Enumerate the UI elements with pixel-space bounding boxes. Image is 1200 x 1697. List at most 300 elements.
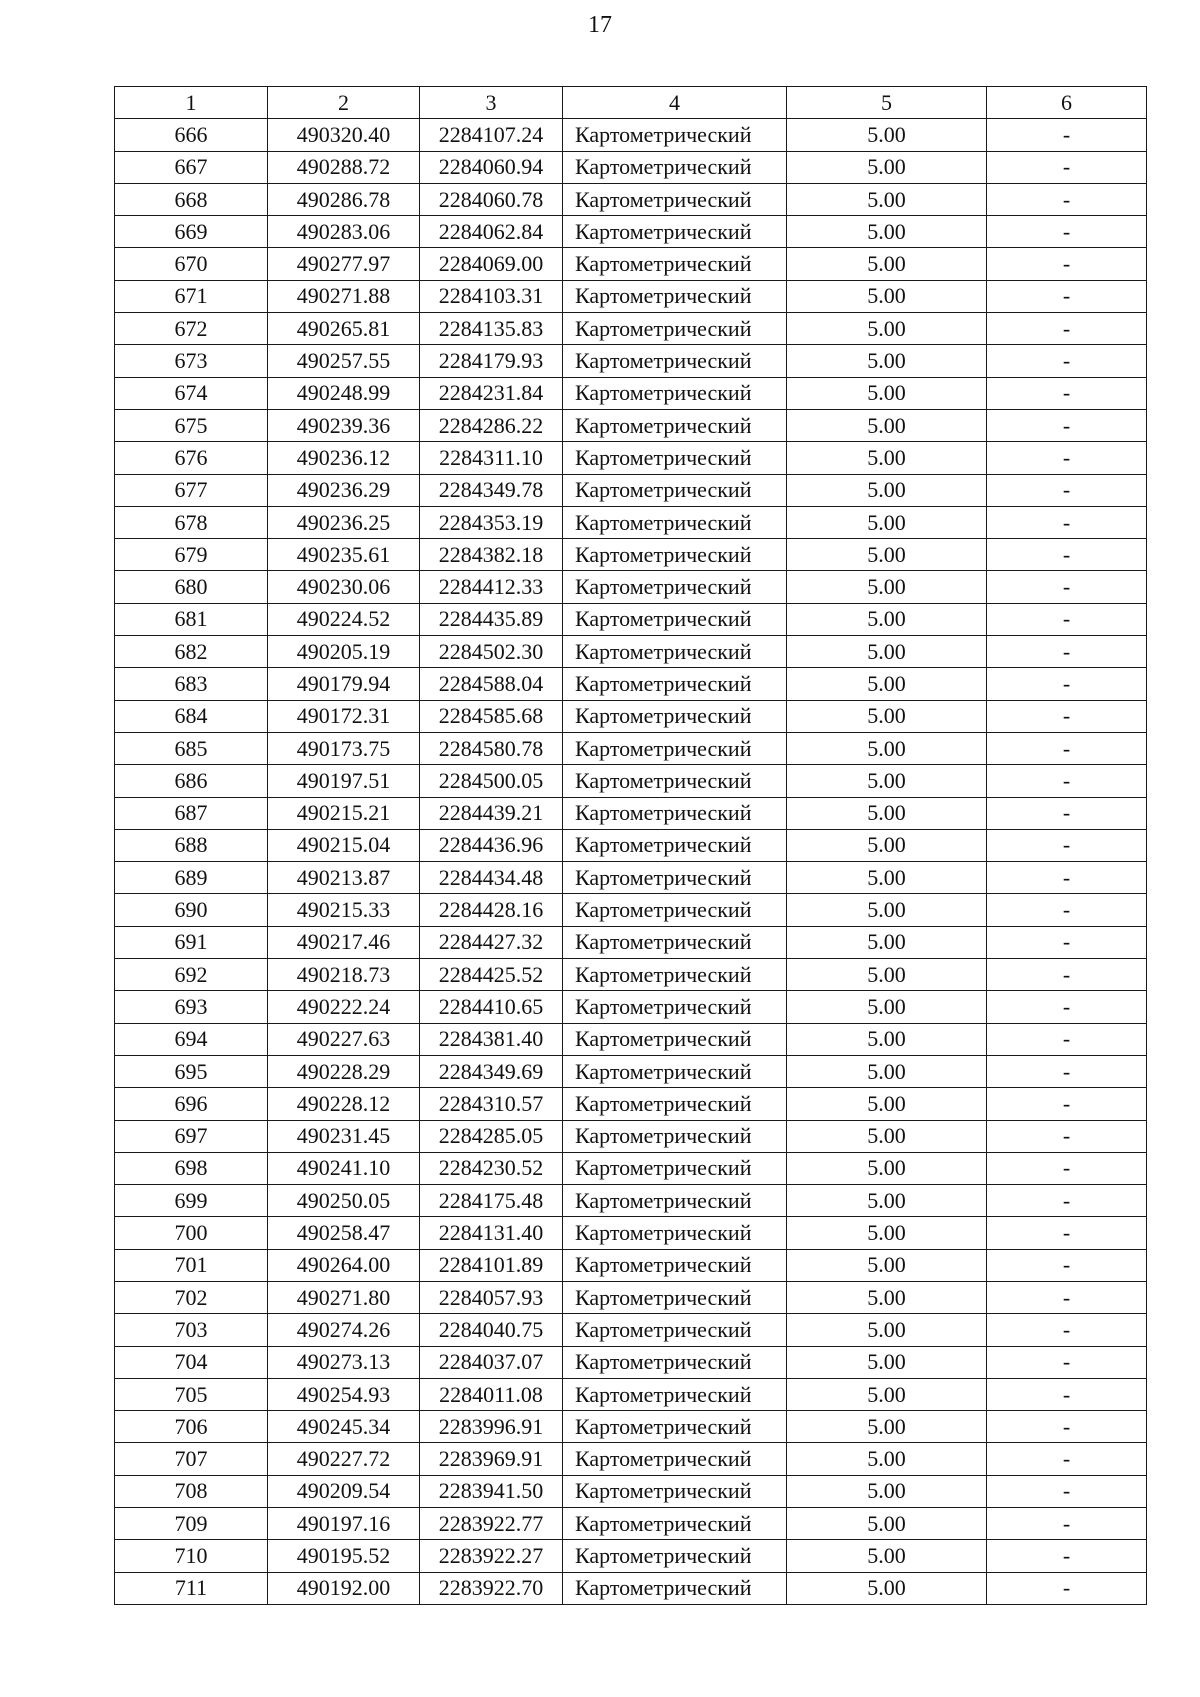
y-coordinate-cell: 2284040.75 (420, 1314, 563, 1346)
point-number-cell: 677 (115, 474, 268, 506)
method-cell: Картометрический (563, 280, 787, 312)
y-coordinate-cell: 2284175.48 (420, 1185, 563, 1217)
accuracy-cell: 5.00 (787, 700, 987, 732)
table-row (115, 571, 1147, 603)
note-cell: - (987, 829, 1147, 861)
note-cell: - (987, 377, 1147, 409)
note-cell: - (987, 700, 1147, 732)
x-coordinate-cell: 490250.05 (268, 1185, 420, 1217)
method-cell: Картометрический (563, 894, 787, 926)
x-coordinate-cell: 490320.40 (268, 119, 420, 151)
note-cell: - (987, 1540, 1147, 1572)
table-row (115, 409, 1147, 441)
table-row (115, 1346, 1147, 1378)
note-cell: - (987, 151, 1147, 183)
note-cell: - (987, 1023, 1147, 1055)
table-row (115, 1378, 1147, 1410)
table-row (115, 926, 1147, 958)
y-coordinate-cell: 2284103.31 (420, 280, 563, 312)
method-cell: Картометрический (563, 377, 787, 409)
x-coordinate-cell: 490173.75 (268, 732, 420, 764)
point-number-cell: 709 (115, 1508, 268, 1540)
point-number-cell: 667 (115, 151, 268, 183)
table-row (115, 151, 1147, 183)
accuracy-cell: 5.00 (787, 1572, 987, 1604)
x-coordinate-cell: 490215.04 (268, 829, 420, 861)
note-cell: - (987, 603, 1147, 635)
point-number-cell: 702 (115, 1281, 268, 1313)
y-coordinate-cell: 2284349.78 (420, 474, 563, 506)
note-cell: - (987, 442, 1147, 474)
point-number-cell: 700 (115, 1217, 268, 1249)
y-coordinate-cell: 2284436.96 (420, 829, 563, 861)
y-coordinate-cell: 2284311.10 (420, 442, 563, 474)
note-cell: - (987, 248, 1147, 280)
accuracy-cell: 5.00 (787, 539, 987, 571)
header-row (115, 87, 1147, 119)
accuracy-cell: 5.00 (787, 603, 987, 635)
x-coordinate-cell: 490209.54 (268, 1475, 420, 1507)
table-row (115, 1152, 1147, 1184)
y-coordinate-cell: 2284585.68 (420, 700, 563, 732)
x-coordinate-cell: 490228.29 (268, 1055, 420, 1087)
x-coordinate-cell: 490273.13 (268, 1346, 420, 1378)
x-coordinate-cell: 490215.33 (268, 894, 420, 926)
point-number-cell: 680 (115, 571, 268, 603)
note-cell: - (987, 1378, 1147, 1410)
method-cell: Картометрический (563, 216, 787, 248)
method-cell: Картометрический (563, 1281, 787, 1313)
accuracy-cell: 5.00 (787, 894, 987, 926)
note-cell: - (987, 1475, 1147, 1507)
y-coordinate-cell: 2284131.40 (420, 1217, 563, 1249)
note-cell: - (987, 1088, 1147, 1120)
method-cell: Картометрический (563, 1508, 787, 1540)
point-number-cell: 710 (115, 1540, 268, 1572)
y-coordinate-cell: 2284037.07 (420, 1346, 563, 1378)
point-number-cell: 687 (115, 797, 268, 829)
method-cell: Картометрический (563, 183, 787, 215)
point-number-cell: 678 (115, 506, 268, 538)
method-cell: Картометрический (563, 700, 787, 732)
note-cell: - (987, 216, 1147, 248)
table-row (115, 1185, 1147, 1217)
point-number-cell: 704 (115, 1346, 268, 1378)
column-header-5: 5 (787, 87, 987, 119)
x-coordinate-cell: 490172.31 (268, 700, 420, 732)
note-cell: - (987, 797, 1147, 829)
accuracy-cell: 5.00 (787, 183, 987, 215)
method-cell: Картометрический (563, 1314, 787, 1346)
y-coordinate-cell: 2284230.52 (420, 1152, 563, 1184)
note-cell: - (987, 183, 1147, 215)
note-cell: - (987, 571, 1147, 603)
table-row (115, 377, 1147, 409)
x-coordinate-cell: 490228.12 (268, 1088, 420, 1120)
y-coordinate-cell: 2284285.05 (420, 1120, 563, 1152)
table-row (115, 506, 1147, 538)
y-coordinate-cell: 2284434.48 (420, 862, 563, 894)
note-cell: - (987, 1411, 1147, 1443)
note-cell: - (987, 313, 1147, 345)
note-cell: - (987, 1217, 1147, 1249)
table-row (115, 603, 1147, 635)
y-coordinate-cell: 2283941.50 (420, 1475, 563, 1507)
y-coordinate-cell: 2284428.16 (420, 894, 563, 926)
point-number-cell: 669 (115, 216, 268, 248)
table-row (115, 1411, 1147, 1443)
method-cell: Картометрический (563, 474, 787, 506)
x-coordinate-cell: 490286.78 (268, 183, 420, 215)
method-cell: Картометрический (563, 409, 787, 441)
note-cell: - (987, 668, 1147, 700)
note-cell: - (987, 1281, 1147, 1313)
point-number-cell: 696 (115, 1088, 268, 1120)
method-cell: Картометрический (563, 668, 787, 700)
x-coordinate-cell: 490245.34 (268, 1411, 420, 1443)
accuracy-cell: 5.00 (787, 959, 987, 991)
table-row (115, 894, 1147, 926)
note-cell: - (987, 1346, 1147, 1378)
point-number-cell: 676 (115, 442, 268, 474)
note-cell: - (987, 474, 1147, 506)
method-cell: Картометрический (563, 636, 787, 668)
point-number-cell: 681 (115, 603, 268, 635)
accuracy-cell: 5.00 (787, 926, 987, 958)
note-cell: - (987, 732, 1147, 764)
point-number-cell: 675 (115, 409, 268, 441)
point-number-cell: 705 (115, 1378, 268, 1410)
y-coordinate-cell: 2284502.30 (420, 636, 563, 668)
table-row (115, 183, 1147, 215)
point-number-cell: 695 (115, 1055, 268, 1087)
table-row (115, 1540, 1147, 1572)
point-number-cell: 668 (115, 183, 268, 215)
method-cell: Картометрический (563, 603, 787, 635)
table-row (115, 1088, 1147, 1120)
point-number-cell: 674 (115, 377, 268, 409)
x-coordinate-cell: 490239.36 (268, 409, 420, 441)
x-coordinate-cell: 490236.25 (268, 506, 420, 538)
x-coordinate-cell: 490265.81 (268, 313, 420, 345)
accuracy-cell: 5.00 (787, 1281, 987, 1313)
table-row (115, 119, 1147, 151)
point-number-cell: 701 (115, 1249, 268, 1281)
accuracy-cell: 5.00 (787, 216, 987, 248)
y-coordinate-cell: 2284349.69 (420, 1055, 563, 1087)
x-coordinate-cell: 490205.19 (268, 636, 420, 668)
method-cell: Картометрический (563, 1088, 787, 1120)
accuracy-cell: 5.00 (787, 1055, 987, 1087)
y-coordinate-cell: 2283969.91 (420, 1443, 563, 1475)
method-cell: Картометрический (563, 571, 787, 603)
x-coordinate-cell: 490231.45 (268, 1120, 420, 1152)
y-coordinate-cell: 2284011.08 (420, 1378, 563, 1410)
y-coordinate-cell: 2284500.05 (420, 765, 563, 797)
method-cell: Картометрический (563, 1540, 787, 1572)
y-coordinate-cell: 2284435.89 (420, 603, 563, 635)
y-coordinate-cell: 2284382.18 (420, 539, 563, 571)
accuracy-cell: 5.00 (787, 1475, 987, 1507)
table-row (115, 1572, 1147, 1604)
x-coordinate-cell: 490254.93 (268, 1378, 420, 1410)
y-coordinate-cell: 2284580.78 (420, 732, 563, 764)
table-row (115, 1443, 1147, 1475)
table-row (115, 313, 1147, 345)
accuracy-cell: 5.00 (787, 829, 987, 861)
y-coordinate-cell: 2284588.04 (420, 668, 563, 700)
accuracy-cell: 5.00 (787, 1346, 987, 1378)
accuracy-cell: 5.00 (787, 668, 987, 700)
accuracy-cell: 5.00 (787, 474, 987, 506)
x-coordinate-cell: 490257.55 (268, 345, 420, 377)
table-row (115, 668, 1147, 700)
method-cell: Картометрический (563, 1249, 787, 1281)
y-coordinate-cell: 2283922.27 (420, 1540, 563, 1572)
accuracy-cell: 5.00 (787, 442, 987, 474)
column-header-2: 2 (268, 87, 420, 119)
method-cell: Картометрический (563, 1217, 787, 1249)
table-row (115, 442, 1147, 474)
note-cell: - (987, 409, 1147, 441)
method-cell: Картометрический (563, 1378, 787, 1410)
accuracy-cell: 5.00 (787, 1314, 987, 1346)
coordinates-table (114, 86, 1147, 1605)
x-coordinate-cell: 490236.12 (268, 442, 420, 474)
method-cell: Картометрический (563, 1023, 787, 1055)
note-cell: - (987, 1185, 1147, 1217)
y-coordinate-cell: 2284069.00 (420, 248, 563, 280)
point-number-cell: 682 (115, 636, 268, 668)
note-cell: - (987, 1249, 1147, 1281)
point-number-cell: 673 (115, 345, 268, 377)
x-coordinate-cell: 490274.26 (268, 1314, 420, 1346)
accuracy-cell: 5.00 (787, 119, 987, 151)
method-cell: Картометрический (563, 926, 787, 958)
y-coordinate-cell: 2284107.24 (420, 119, 563, 151)
point-number-cell: 679 (115, 539, 268, 571)
x-coordinate-cell: 490235.61 (268, 539, 420, 571)
method-cell: Картометрический (563, 151, 787, 183)
table-body (115, 119, 1147, 1605)
accuracy-cell: 5.00 (787, 248, 987, 280)
table-row (115, 216, 1147, 248)
accuracy-cell: 5.00 (787, 151, 987, 183)
note-cell: - (987, 991, 1147, 1023)
x-coordinate-cell: 490222.24 (268, 991, 420, 1023)
note-cell: - (987, 636, 1147, 668)
point-number-cell: 688 (115, 829, 268, 861)
x-coordinate-cell: 490218.73 (268, 959, 420, 991)
table-row (115, 1055, 1147, 1087)
note-cell: - (987, 1055, 1147, 1087)
y-coordinate-cell: 2284286.22 (420, 409, 563, 441)
point-number-cell: 697 (115, 1120, 268, 1152)
accuracy-cell: 5.00 (787, 377, 987, 409)
y-coordinate-cell: 2284381.40 (420, 1023, 563, 1055)
note-cell: - (987, 1508, 1147, 1540)
table-row (115, 959, 1147, 991)
x-coordinate-cell: 490192.00 (268, 1572, 420, 1604)
y-coordinate-cell: 2283922.70 (420, 1572, 563, 1604)
accuracy-cell: 5.00 (787, 313, 987, 345)
note-cell: - (987, 506, 1147, 538)
table-row (115, 829, 1147, 861)
table-header (115, 87, 1147, 119)
y-coordinate-cell: 2284310.57 (420, 1088, 563, 1120)
x-coordinate-cell: 490236.29 (268, 474, 420, 506)
accuracy-cell: 5.00 (787, 571, 987, 603)
y-coordinate-cell: 2284179.93 (420, 345, 563, 377)
accuracy-cell: 5.00 (787, 765, 987, 797)
table-row (115, 1249, 1147, 1281)
method-cell: Картометрический (563, 829, 787, 861)
x-coordinate-cell: 490264.00 (268, 1249, 420, 1281)
table-row (115, 797, 1147, 829)
point-number-cell: 666 (115, 119, 268, 151)
accuracy-cell: 5.00 (787, 1249, 987, 1281)
note-cell: - (987, 1572, 1147, 1604)
note-cell: - (987, 1120, 1147, 1152)
accuracy-cell: 5.00 (787, 409, 987, 441)
note-cell: - (987, 1443, 1147, 1475)
table-row (115, 1217, 1147, 1249)
accuracy-cell: 5.00 (787, 732, 987, 764)
table-row (115, 991, 1147, 1023)
table-row (115, 732, 1147, 764)
table-row (115, 1508, 1147, 1540)
accuracy-cell: 5.00 (787, 280, 987, 312)
method-cell: Картометрический (563, 797, 787, 829)
accuracy-cell: 5.00 (787, 862, 987, 894)
y-coordinate-cell: 2284057.93 (420, 1281, 563, 1313)
point-number-cell: 703 (115, 1314, 268, 1346)
accuracy-cell: 5.00 (787, 991, 987, 1023)
accuracy-cell: 5.00 (787, 1120, 987, 1152)
accuracy-cell: 5.00 (787, 1217, 987, 1249)
note-cell: - (987, 280, 1147, 312)
point-number-cell: 708 (115, 1475, 268, 1507)
y-coordinate-cell: 2284427.32 (420, 926, 563, 958)
x-coordinate-cell: 490248.99 (268, 377, 420, 409)
accuracy-cell: 5.00 (787, 1540, 987, 1572)
method-cell: Картометрический (563, 991, 787, 1023)
note-cell: - (987, 345, 1147, 377)
x-coordinate-cell: 490217.46 (268, 926, 420, 958)
y-coordinate-cell: 2284231.84 (420, 377, 563, 409)
x-coordinate-cell: 490277.97 (268, 248, 420, 280)
point-number-cell: 672 (115, 313, 268, 345)
method-cell: Картометрический (563, 959, 787, 991)
method-cell: Картометрический (563, 1152, 787, 1184)
table-row (115, 862, 1147, 894)
y-coordinate-cell: 2284062.84 (420, 216, 563, 248)
point-number-cell: 686 (115, 765, 268, 797)
x-coordinate-cell: 490213.87 (268, 862, 420, 894)
method-cell: Картометрический (563, 313, 787, 345)
point-number-cell: 707 (115, 1443, 268, 1475)
accuracy-cell: 5.00 (787, 1411, 987, 1443)
point-number-cell: 706 (115, 1411, 268, 1443)
method-cell: Картометрический (563, 248, 787, 280)
column-header-6: 6 (987, 87, 1147, 119)
y-coordinate-cell: 2284060.78 (420, 183, 563, 215)
x-coordinate-cell: 490227.63 (268, 1023, 420, 1055)
point-number-cell: 671 (115, 280, 268, 312)
method-cell: Картометрический (563, 119, 787, 151)
method-cell: Картометрический (563, 1411, 787, 1443)
x-coordinate-cell: 490215.21 (268, 797, 420, 829)
accuracy-cell: 5.00 (787, 345, 987, 377)
x-coordinate-cell: 490271.88 (268, 280, 420, 312)
table-row (115, 1314, 1147, 1346)
point-number-cell: 711 (115, 1572, 268, 1604)
table-row (115, 636, 1147, 668)
x-coordinate-cell: 490179.94 (268, 668, 420, 700)
method-cell: Картометрический (563, 732, 787, 764)
accuracy-cell: 5.00 (787, 1088, 987, 1120)
table-row (115, 474, 1147, 506)
point-number-cell: 699 (115, 1185, 268, 1217)
accuracy-cell: 5.00 (787, 636, 987, 668)
accuracy-cell: 5.00 (787, 1023, 987, 1055)
y-coordinate-cell: 2284135.83 (420, 313, 563, 345)
method-cell: Картометрический (563, 442, 787, 474)
y-coordinate-cell: 2284412.33 (420, 571, 563, 603)
method-cell: Картометрический (563, 345, 787, 377)
point-number-cell: 698 (115, 1152, 268, 1184)
method-cell: Картометрический (563, 1346, 787, 1378)
method-cell: Картометрический (563, 1572, 787, 1604)
point-number-cell: 670 (115, 248, 268, 280)
note-cell: - (987, 959, 1147, 991)
y-coordinate-cell: 2284439.21 (420, 797, 563, 829)
column-header-3: 3 (420, 87, 563, 119)
method-cell: Картометрический (563, 506, 787, 538)
table-row (115, 345, 1147, 377)
note-cell: - (987, 539, 1147, 571)
x-coordinate-cell: 490258.47 (268, 1217, 420, 1249)
accuracy-cell: 5.00 (787, 506, 987, 538)
x-coordinate-cell: 490230.06 (268, 571, 420, 603)
table-row (115, 248, 1147, 280)
point-number-cell: 684 (115, 700, 268, 732)
point-number-cell: 692 (115, 959, 268, 991)
table-row (115, 1281, 1147, 1313)
point-number-cell: 685 (115, 732, 268, 764)
point-number-cell: 689 (115, 862, 268, 894)
method-cell: Картометрический (563, 1443, 787, 1475)
table-row (115, 1023, 1147, 1055)
y-coordinate-cell: 2284101.89 (420, 1249, 563, 1281)
point-number-cell: 694 (115, 1023, 268, 1055)
y-coordinate-cell: 2284353.19 (420, 506, 563, 538)
x-coordinate-cell: 490241.10 (268, 1152, 420, 1184)
table-row (115, 765, 1147, 797)
y-coordinate-cell: 2284060.94 (420, 151, 563, 183)
table-row (115, 539, 1147, 571)
note-cell: - (987, 1152, 1147, 1184)
method-cell: Картометрический (563, 765, 787, 797)
x-coordinate-cell: 490288.72 (268, 151, 420, 183)
y-coordinate-cell: 2284425.52 (420, 959, 563, 991)
x-coordinate-cell: 490227.72 (268, 1443, 420, 1475)
point-number-cell: 691 (115, 926, 268, 958)
accuracy-cell: 5.00 (787, 1185, 987, 1217)
y-coordinate-cell: 2283996.91 (420, 1411, 563, 1443)
x-coordinate-cell: 490224.52 (268, 603, 420, 635)
note-cell: - (987, 765, 1147, 797)
